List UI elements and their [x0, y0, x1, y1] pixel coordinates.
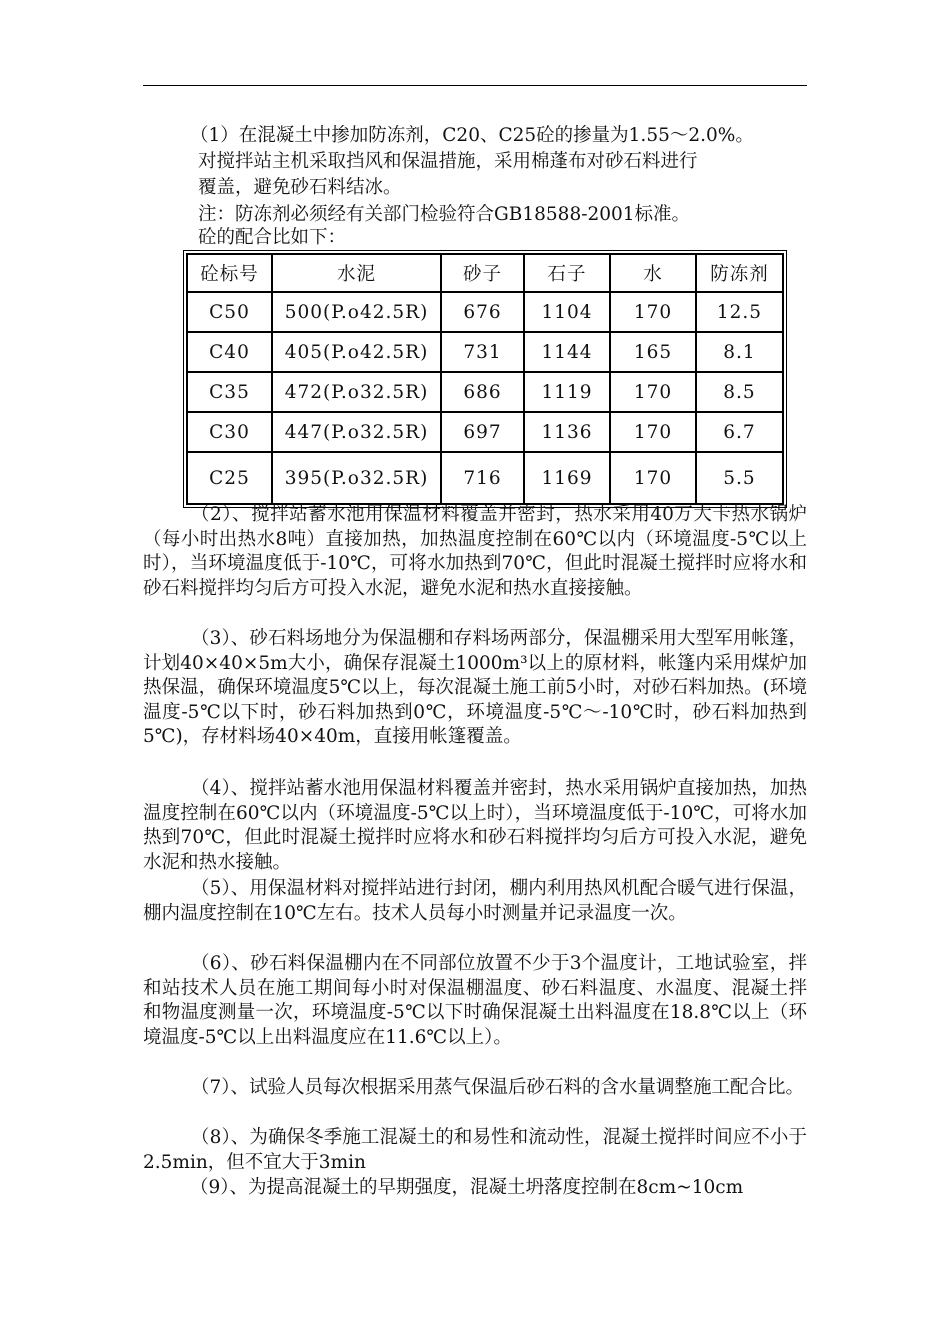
- table-cell: 8.5: [696, 372, 783, 412]
- paragraph-9: （9）、为提高混凝土的早期强度，混凝土坍落度控制在8cm~10cm: [190, 1177, 744, 1198]
- table-cell: C25: [187, 452, 272, 504]
- table-cell: 676: [441, 292, 524, 332]
- table-cell: C40: [187, 332, 272, 372]
- table-row: [187, 412, 783, 452]
- table-cell: 8.1: [696, 332, 783, 372]
- table-cell: C30: [187, 412, 272, 452]
- paragraph-4: （4）、搅拌站蓄水池用保温材料覆盖并密封，热水采用锅炉直接加热，加热温度控制在60℃以内（环境温度-5℃以上时），当环境温度低于-10℃，可将水加热到70℃，但此时混凝土搅拌时应将水和砂石料搅拌均匀后方可投入水泥，避免水泥和热水接触。: [143, 778, 807, 873]
- table-cell: 170: [610, 292, 696, 332]
- table-row: [187, 292, 783, 332]
- intro-line-3: 覆盖，避免砂石料结冰。: [198, 177, 402, 198]
- table-cell: 500(P.o42.5R): [272, 292, 441, 332]
- table-header-row: [187, 254, 783, 292]
- table-cell: C35: [187, 372, 272, 412]
- paragraph-7: （7）、试验人员每次根据采用蒸气保温后砂石料的含水量调整施工配合比。: [191, 1077, 805, 1098]
- table-cell: C50: [187, 292, 272, 332]
- header-grade: 砼标号: [187, 254, 272, 292]
- table-cell: 165: [610, 332, 696, 372]
- intro-line-1: （1）在混凝土中掺加防冻剂，C20、C25砼的掺量为1.55～2.0%。: [190, 125, 754, 146]
- header-gravel: 石子: [524, 254, 610, 292]
- paragraph-8: （8）、为确保冬季施工混凝土的和易性和流动性，混凝土搅拌时间应不小于2.5min，但不宜大于3min: [143, 1127, 807, 1173]
- table-caption: 砼的配合比如下：: [198, 227, 347, 248]
- paragraph-6: （6）、砂石料保温棚内在不同部位放置不少于3个温度计，工地试验室，拌和站技术人员在施工期间每小时对保温棚温度、砂石料温度、水温度、混凝土拌和物温度测量一次，环境温度-5℃以下时确保混凝土出料温度在18.8℃以上（环境温度-5℃以上出料温度应在11.6℃以上）。: [143, 953, 807, 1048]
- table-cell: 6.7: [696, 412, 783, 452]
- table-cell: 731: [441, 332, 524, 372]
- intro-line-2: 对搅拌站主机采取挡风和保温措施，采用棉蓬布对砂石料进行: [198, 151, 698, 172]
- header-cement: 水泥: [272, 254, 441, 292]
- table-row: [187, 452, 783, 504]
- table-cell: 447(P.o32.5R): [272, 412, 441, 452]
- table-cell: 12.5: [696, 292, 783, 332]
- paragraph-5: （5）、用保温材料对搅拌站进行封闭，棚内利用热风机配合暖气进行保温，棚内温度控制在10℃左右。技术人员每小时测量并记录温度一次。: [143, 878, 807, 924]
- table-cell: 1104: [524, 292, 610, 332]
- table-cell: 170: [610, 452, 696, 504]
- header-rule: [143, 85, 807, 86]
- table-cell: 697: [441, 412, 524, 452]
- paragraph-2: （2）、搅拌站蓄水池用保温材料覆盖并密封，热水采用40万大卡热水锅炉（每小时出热水8吨）直接加热，加热温度控制在60℃以内（环境温度-5℃以上时），当环境温度低于-10℃，可将水加热到70℃，但此时混凝土搅拌时应将水和砂石料搅拌均匀后方可投入水泥，避免水泥和热水直接接触。: [143, 504, 807, 599]
- table-cell: 1119: [524, 372, 610, 412]
- table-row: [187, 332, 783, 372]
- table-cell: 405(P.o42.5R): [272, 332, 441, 372]
- table-cell: 170: [610, 372, 696, 412]
- table-cell: 472(P.o32.5R): [272, 372, 441, 412]
- paragraph-3: （3）、砂石料场地分为保温棚和存料场两部分，保温棚采用大型军用帐篷，计划40×40×5m大小，确保存混凝土1000m³以上的原材料，帐篷内采用煤炉加热保温，确保环境温度5℃以上，每次混凝土施工前5小时，对砂石料加热。(环境温度-5℃以下时，砂石料加热到0℃，环境温度-5℃～-10℃时，砂石料加热到5℃)，存材料场40×40m，直接用帐篷覆盖。: [143, 628, 807, 747]
- table-cell: 170: [610, 412, 696, 452]
- table-cell: 5.5: [696, 452, 783, 504]
- mix-ratio-table: [183, 250, 787, 508]
- table-cell: 1144: [524, 332, 610, 372]
- table-cell: 395(P.o32.5R): [272, 452, 441, 504]
- table-cell: 1136: [524, 412, 610, 452]
- antifreeze-note: 注：防冻剂必须经有关部门检验符合GB18588-2001标准。: [198, 204, 691, 225]
- table-cell: 716: [441, 452, 524, 504]
- table-cell: 686: [441, 372, 524, 412]
- header-water: 水: [610, 254, 696, 292]
- table-row: [187, 372, 783, 412]
- table-cell: 1169: [524, 452, 610, 504]
- header-antifreeze: 防冻剂: [696, 254, 783, 292]
- header-sand: 砂子: [441, 254, 524, 292]
